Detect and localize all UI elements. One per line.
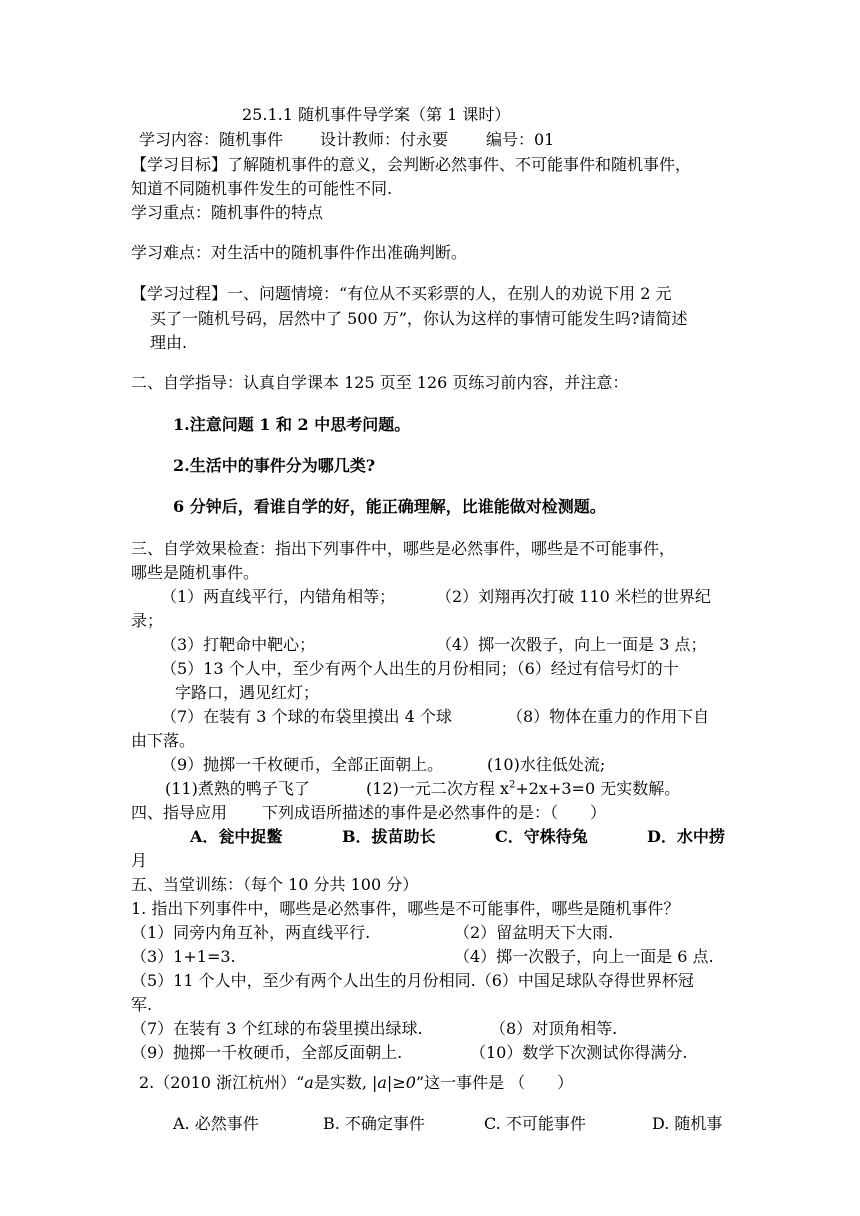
q2-option-a: A. 必然事件 bbox=[173, 1114, 259, 1133]
section3-item12 bbox=[366, 777, 680, 801]
q1-item6-cont: 军. bbox=[131, 995, 153, 1014]
doc-title: 25.1.1 随机事件导学案（第 1 课时） bbox=[242, 105, 511, 124]
learning-goal-line1: 【学习目标】了解随机事件的意义，会判断必然事件、不可能事件和随机事件， bbox=[131, 155, 692, 174]
section4-heading: 四、指导应用 bbox=[131, 803, 228, 822]
section3-item8-cont: 由下落。 bbox=[131, 731, 196, 750]
q1-item7: （7）在装有 3 个红球的布袋里摸出绿球. bbox=[131, 1019, 423, 1038]
process-line1: 【学习过程】一、问题情境：“有位从不买彩票的人，在别人的劝说下用 2 元 bbox=[131, 284, 672, 303]
doc-meta-number: 编号：01 bbox=[486, 130, 555, 149]
section2-item2: 2.生活中的事件分为哪几类? bbox=[173, 456, 376, 475]
section4-question: 下列成语所描述的事件是必然事件的是：（ ） bbox=[262, 803, 607, 822]
section4-option-c: C．守株待兔 bbox=[495, 827, 588, 846]
section4-option-d: D．水中捞 bbox=[647, 827, 725, 846]
q2-stem bbox=[139, 1071, 573, 1095]
q1-item4: （4）掷一次骰子，向上一面是 6 点. bbox=[454, 947, 714, 966]
q1-item10: （10）数学下次测试你得满分. bbox=[470, 1043, 688, 1062]
section3-heading-line1: 三、自学效果检查：指出下列事件中，哪些是必然事件，哪些是不可能事件， bbox=[131, 539, 676, 558]
process-line2: 买了一随机号码，居然中了 500 万”，你认为这样的事情可能发生吗?请简述 bbox=[150, 309, 688, 328]
section3-item6-cont: 字路口，遇见红灯； bbox=[175, 683, 320, 702]
q1-item9: （9）抛掷一千枚硬币，全部反面朝上. bbox=[131, 1043, 403, 1062]
learning-focus: 学习重点：随机事件的特点 bbox=[131, 203, 324, 222]
q2-pre: 2.（2010 浙江杭州）“ bbox=[139, 1073, 305, 1092]
section3-item5: （5）13 个人中，至少有两个人出生的月份相同；（6）经过有信号灯的十 bbox=[161, 659, 679, 678]
section3-item2-cont: 录； bbox=[131, 611, 164, 630]
doc-meta-teacher: 设计教师：付永要 bbox=[320, 130, 449, 149]
q1-item8: （8）对顶角相等. bbox=[490, 1019, 618, 1038]
section2-item1: 1.注意问题 1 和 2 中思考问题。 bbox=[173, 415, 411, 434]
q2-option-c: C. 不可能事件 bbox=[484, 1114, 586, 1133]
doc-meta-content: 学习内容：随机事件 bbox=[139, 130, 284, 149]
section3-item11: (11)煮熟的鸭子飞了 bbox=[165, 779, 310, 798]
section3-item4: （4）掷一次骰子，向上一面是 3 点； bbox=[436, 635, 707, 654]
q1-item1: （1）同旁内角互补，两直线平行. bbox=[131, 923, 371, 942]
section3-item9: （9）抛掷一千枚硬币，全部正面朝上。 bbox=[161, 755, 444, 774]
q2-variable: a bbox=[304, 1073, 314, 1092]
learning-goal-line2: 知道不同随机事件发生的可能性不同. bbox=[131, 179, 393, 198]
section2-item3: 6 分钟后，看谁自学的好，能正确理解，比谁能做对检测题。 bbox=[173, 497, 606, 516]
section5-heading: 五、当堂训练：（每个 10 分共 100 分） bbox=[131, 875, 419, 894]
section4-option-d-cont: 月 bbox=[131, 851, 148, 870]
section3-heading-line2: 哪些是随机事件。 bbox=[131, 563, 260, 582]
process-line3: 理由. bbox=[150, 333, 188, 352]
q1-item5: （5）11 个人中，至少有两个人出生的月份相同.（6）中国足球队夺得世界杯冠 bbox=[131, 971, 694, 990]
section3-item8: （8）物体在重力的作用下自 bbox=[507, 707, 710, 726]
section3-item12-pre: (12)一元二次方程 x bbox=[366, 779, 509, 798]
q2-post: ”这一事件是 （ ） bbox=[415, 1073, 574, 1092]
q1-stem: 1. 指出下列事件中，哪些是必然事件，哪些是不可能事件，哪些是随机事件？ bbox=[131, 899, 680, 918]
section4-option-a: A．瓮中捉鳖 bbox=[190, 827, 283, 846]
section2-heading: 二、自学指导：认真自学课本 125 页至 126 页练习前内容，并注意： bbox=[131, 373, 629, 392]
section3-item2: （2）刘翔再次打破 110 米栏的世界纪 bbox=[436, 587, 711, 606]
section3-item12-sup: 2 bbox=[508, 779, 516, 791]
q1-item2: （2）留盆明天下大雨. bbox=[454, 923, 614, 942]
q2-abs-expression: |a|≥0 bbox=[372, 1073, 416, 1092]
section3-item10: (10)水往低处流; bbox=[487, 755, 606, 774]
q2-option-b: B. 不确定事件 bbox=[323, 1114, 425, 1133]
q1-item3: （3）1+1=3. bbox=[131, 947, 236, 966]
section3-item7: （7）在装有 3 个球的布袋里摸出 4 个球 bbox=[161, 707, 452, 726]
section4-option-b: B．拔苗助长 bbox=[342, 827, 436, 846]
section3-item12-post: +2x+3=0 无实数解。 bbox=[515, 779, 681, 798]
section3-item1: （1）两直线平行，内错角相等； bbox=[161, 587, 396, 606]
q2-option-d: D. 随机事 bbox=[652, 1114, 723, 1133]
section3-item3: （3）打靶命中靶心； bbox=[161, 635, 316, 654]
learning-difficulty: 学习难点：对生活中的随机事件作出准确判断。 bbox=[131, 243, 468, 262]
q2-mid: 是实数, bbox=[313, 1073, 367, 1092]
